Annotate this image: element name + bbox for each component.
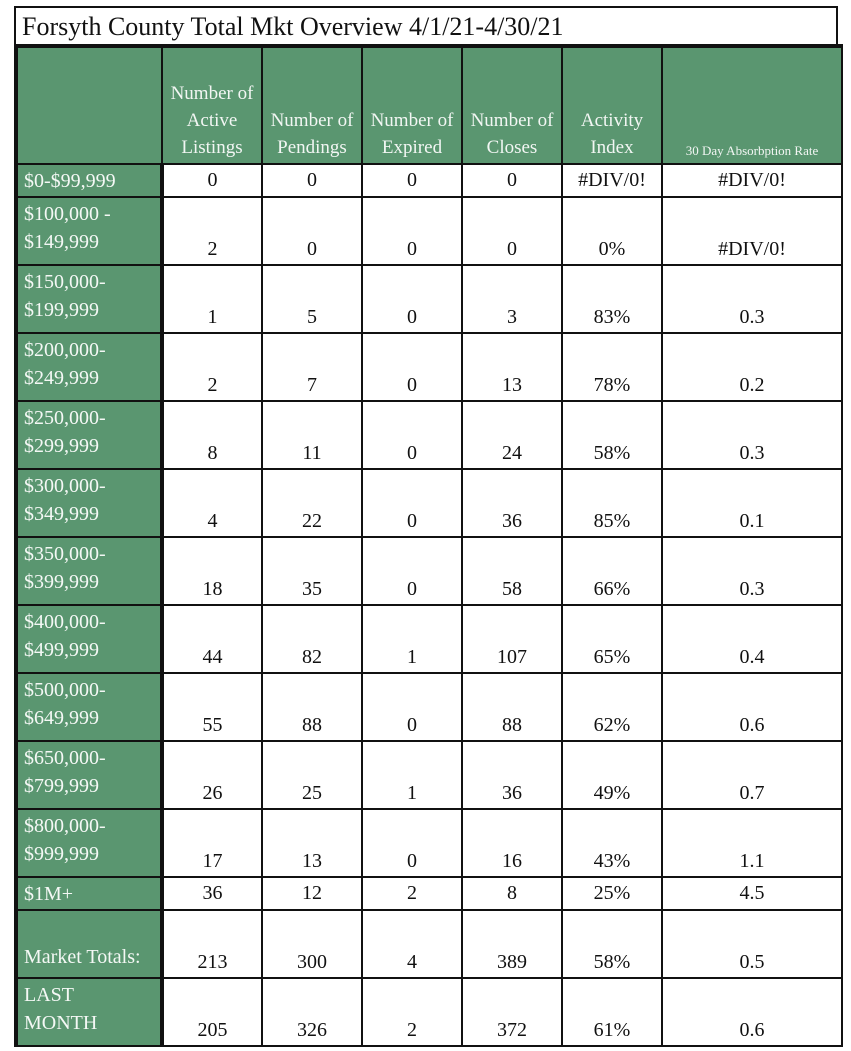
cell-absorption-rate: #DIV/0! [662,197,842,265]
cell-pendings: 0 [262,197,362,265]
cell-active-listings: 26 [162,741,262,809]
column-header-line: Active [186,110,238,131]
column-header-pendings [262,46,362,164]
column-header-line: Number of [470,110,554,131]
price-range-line: Market Totals: [24,946,141,968]
cell-activity-index: 65% [562,605,662,673]
price-range-label [16,469,162,537]
price-range-line: $500,000- [24,679,106,701]
cell-activity-index: 49% [562,741,662,809]
price-range-label [16,605,162,673]
price-range-label [16,978,162,1046]
cell-active-listings: 1 [162,265,262,333]
price-range-line: $150,000- [24,271,106,293]
table-row [16,469,842,537]
cell-activity-index: 58% [562,401,662,469]
cell-pendings: 7 [262,333,362,401]
cell-pendings: 0 [262,164,362,197]
table-row [16,910,842,978]
price-range-label [16,265,162,333]
cell-expired: 0 [362,197,462,265]
column-header-line: Listings [181,137,243,158]
cell-active-listings: 4 [162,469,262,537]
cell-closes: 36 [462,741,562,809]
cell-activity-index: #DIV/0! [562,164,662,197]
cell-pendings: 5 [262,265,362,333]
cell-activity-index: 62% [562,673,662,741]
cell-activity-index: 85% [562,469,662,537]
cell-activity-index: 66% [562,537,662,605]
table-row [16,741,842,809]
column-header-closes [462,46,562,164]
price-range-line: $249,999 [24,367,99,389]
cell-activity-index: 83% [562,265,662,333]
cell-expired: 4 [362,910,462,978]
cell-closes: 88 [462,673,562,741]
cell-expired: 0 [362,809,462,877]
price-range-line: $199,999 [24,299,99,321]
cell-expired: 0 [362,401,462,469]
table-row [16,673,842,741]
price-range-line: $349,999 [24,503,99,525]
cell-active-listings: 2 [162,197,262,265]
cell-active-listings: 0 [162,164,262,197]
cell-pendings: 22 [262,469,362,537]
cell-closes: 389 [462,910,562,978]
column-header-line: Activity [580,110,644,131]
cell-pendings: 300 [262,910,362,978]
cell-activity-index: 43% [562,809,662,877]
price-range-label [16,401,162,469]
price-range-line: $200,000- [24,339,106,361]
cell-expired: 2 [362,978,462,1046]
price-range-line: $999,999 [24,843,99,865]
table-row [16,809,842,877]
cell-expired: 0 [362,537,462,605]
price-range-label [16,333,162,401]
column-header-line: Pendings [277,137,347,158]
price-range-line: $650,000- [24,747,106,769]
cell-active-listings: 2 [162,333,262,401]
price-range-line: $250,000- [24,407,106,429]
cell-expired: 0 [362,469,462,537]
price-range-line: $149,999 [24,231,99,253]
cell-expired: 1 [362,605,462,673]
cell-pendings: 12 [262,877,362,910]
price-range-line: $1M+ [24,882,74,905]
cell-closes: 0 [462,197,562,265]
cell-active-listings: 36 [162,877,262,910]
cell-closes: 107 [462,605,562,673]
cell-absorption-rate: #DIV/0! [662,164,842,197]
cell-absorption-rate: 0.5 [662,910,842,978]
table-row [16,537,842,605]
table-body [16,164,842,1046]
cell-activity-index: 0% [562,197,662,265]
price-range-line: $399,999 [24,571,99,593]
column-header-line: Number of [370,110,454,131]
cell-absorption-rate: 0.6 [662,673,842,741]
cell-closes: 372 [462,978,562,1046]
cell-active-listings: 205 [162,978,262,1046]
table-row [16,265,842,333]
price-range-line: $0-$99,999 [24,169,116,192]
cell-activity-index: 58% [562,910,662,978]
cell-expired: 2 [362,877,462,910]
cell-pendings: 82 [262,605,362,673]
table-row [16,164,842,197]
price-range-label [16,809,162,877]
cell-absorption-rate: 0.7 [662,741,842,809]
cell-active-listings: 17 [162,809,262,877]
cell-absorption-rate: 0.3 [662,401,842,469]
market-overview-sheet [14,6,840,1041]
price-range-label [16,877,162,910]
cell-closes: 3 [462,265,562,333]
cell-pendings: 88 [262,673,362,741]
column-header-line: 30 Day Absorbption Rate [685,143,819,158]
cell-expired: 0 [362,333,462,401]
cell-absorption-rate: 0.1 [662,469,842,537]
price-range-line: $649,999 [24,707,99,729]
cell-activity-index: 78% [562,333,662,401]
cell-expired: 0 [362,265,462,333]
price-range-line: $799,999 [24,775,99,797]
price-range-line: LAST [24,984,74,1006]
cell-closes: 58 [462,537,562,605]
cell-active-listings: 55 [162,673,262,741]
cell-expired: 0 [362,673,462,741]
cell-absorption-rate: 0.2 [662,333,842,401]
column-header-line: Closes [486,137,538,158]
cell-closes: 36 [462,469,562,537]
price-range-line: $800,000- [24,815,106,837]
cell-closes: 13 [462,333,562,401]
page-title: Forsyth County Total Mkt Overview 4/1/21-4/30/21 [14,6,838,44]
cell-absorption-rate: 1.1 [662,809,842,877]
cell-absorption-rate: 0.6 [662,978,842,1046]
cell-closes: 0 [462,164,562,197]
price-range-line: MONTH [24,1012,98,1034]
cell-absorption-rate: 0.3 [662,537,842,605]
table-row [16,197,842,265]
price-range-line: $400,000- [24,611,106,633]
price-range-line: $350,000- [24,543,106,565]
price-range-line: $300,000- [24,475,106,497]
price-range-label [16,910,162,978]
header-corner [16,46,162,164]
cell-pendings: 25 [262,741,362,809]
cell-closes: 16 [462,809,562,877]
cell-pendings: 13 [262,809,362,877]
header-row [16,46,842,164]
price-range-line: $100,000 - [24,203,111,225]
price-range-label [16,537,162,605]
table-row [16,877,842,910]
cell-pendings: 35 [262,537,362,605]
cell-absorption-rate: 0.3 [662,265,842,333]
cell-activity-index: 25% [562,877,662,910]
column-header-line: Expired [381,137,443,158]
table-row [16,605,842,673]
price-range-line: $499,999 [24,639,99,661]
table-row [16,978,842,1046]
cell-closes: 24 [462,401,562,469]
column-header-line: Number of [170,83,254,104]
cell-active-listings: 213 [162,910,262,978]
column-header-line: Number of [270,110,354,131]
cell-active-listings: 44 [162,605,262,673]
price-range-label [16,164,162,197]
column-header-absorption-rate [662,46,842,164]
cell-expired: 1 [362,741,462,809]
column-header-activity-index [562,46,662,164]
cell-pendings: 11 [262,401,362,469]
cell-active-listings: 18 [162,537,262,605]
column-header-line: Index [590,137,634,158]
price-range-label [16,197,162,265]
price-range-label [16,741,162,809]
cell-expired: 0 [362,164,462,197]
table-row [16,401,842,469]
cell-absorption-rate: 0.4 [662,605,842,673]
table-row [16,333,842,401]
column-header-expired [362,46,462,164]
cell-active-listings: 8 [162,401,262,469]
price-range-label [16,673,162,741]
market-table [14,44,843,1047]
cell-absorption-rate: 4.5 [662,877,842,910]
column-header-active-listings [162,46,262,164]
cell-closes: 8 [462,877,562,910]
price-range-line: $299,999 [24,435,99,457]
cell-pendings: 326 [262,978,362,1046]
cell-activity-index: 61% [562,978,662,1046]
